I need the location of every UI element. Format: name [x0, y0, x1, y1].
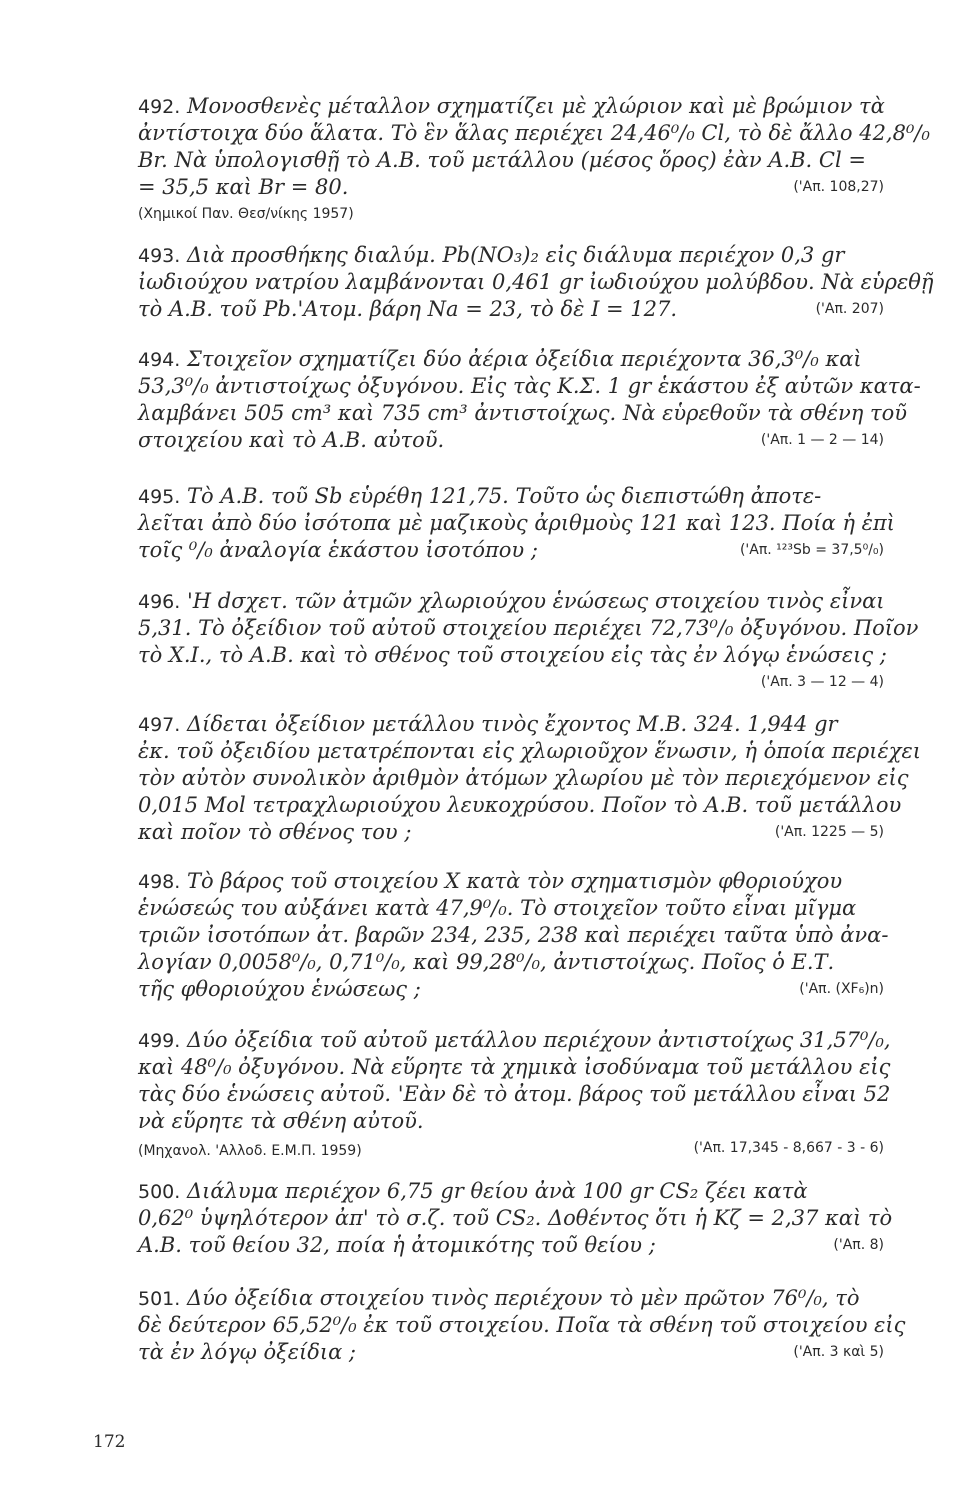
- problem-line: τὰ ἐν λόγῳ ὀξείδια ; ('Απ. 3 καὶ 5): [138, 1340, 884, 1364]
- problem-line: λαμβάνει 505 cm³ καὶ 735 cm³ ἀντιστοίχως. Νὰ εὑρεθοῦν τὰ σθένη τοῦ: [138, 401, 908, 425]
- problem-line: τοῖς ⁰/₀ ἀναλογία ἑκάστου ἰσοτόπου ; ('Απ. ¹²³Sb = 37,5⁰/₀): [138, 538, 884, 562]
- problem-line: καὶ ποῖον τὸ σθένος του ; ('Απ. 1225 — 5): [138, 820, 884, 844]
- problem-number: 500.: [138, 1181, 181, 1203]
- problem-line: 500. Διάλυμα περιέχον 6,75 gr θείου ἀνὰ 100 gr CS₂ ζέει κατὰ: [138, 1179, 808, 1203]
- problem-500: [138, 1178, 893, 1259]
- answer: ('Απ. 3 καὶ 5): [793, 1344, 884, 1360]
- source-citation: (Μηχανολ. 'Αλλοδ. Ε.Μ.Π. 1959): [138, 1143, 362, 1159]
- answer: ('Απ. 1225 — 5): [774, 824, 884, 840]
- problem-line: δὲ δεύτερον 65,52⁰/₀ ἐκ τοῦ στοιχείου. Ποῖα τὰ σθένη τοῦ στοιχείου εἰς: [138, 1313, 906, 1337]
- problem-line: τὸ Α.Β. τοῦ Pb.'Ατομ. βάρη Na = 23, τὸ δὲ I = 127. ('Απ. 207): [138, 297, 884, 321]
- problem-line: [138, 1135, 884, 1162]
- problem-line: 495. Τὸ Α.Β. τοῦ Sb εὑρέθη 121,75. Τοῦτο ὡς διεπιστώθη ἀποτε-: [138, 484, 822, 508]
- answer: ('Απ. 17,345 - 8,667 - 3 - 6): [693, 1140, 884, 1156]
- answer: ('Απ. (XF₆)n): [799, 981, 884, 997]
- problem-492: [138, 93, 930, 228]
- problem-number: 493.: [138, 245, 181, 267]
- answer: ('Απ. 1 — 2 — 14): [760, 432, 884, 448]
- problem-line: 497. Δίδεται ὀξείδιον μετάλλου τινὸς ἔχοντος Μ.Β. 324. 1,944 gr: [138, 712, 838, 736]
- problem-496: [138, 588, 919, 696]
- answer: ('Απ. 8): [833, 1237, 884, 1253]
- problem-line: ἀντίστοιχα δύο ἅλατα. Τὸ ἓν ἅλας περιέχει 24,46⁰/₀ Cl, τὸ δὲ ἄλλο 42,8⁰/₀: [138, 121, 930, 145]
- problem-number: 495.: [138, 486, 181, 508]
- problem-line: 496. 'Η dσχετ. τῶν ἀτμῶν χλωριούχου ἑνώσεως στοιχείου τινὸς εἶναι: [138, 589, 885, 613]
- problem-497: [138, 711, 921, 846]
- problem-line: = 35,5 καὶ Br = 80. ('Απ. 108,27): [138, 175, 884, 199]
- problem-line: 492. Μονοσθενὲς μέταλλον σχηματίζει μὲ χλώριον καὶ μὲ βρώμιον τὰ: [138, 94, 885, 118]
- problem-number: 496.: [138, 591, 181, 613]
- problem-line: νὰ εὕρητε τὰ σθένη αὐτοῦ.: [138, 1109, 424, 1133]
- problem-line: τῆς φθοριούχου ἑνώσεως ; ('Απ. (XF₆)n): [138, 977, 884, 1001]
- problem-line: 0,62⁰ ὑψηλότερον ἀπ' τὸ σ.ζ. τοῦ CS₂. Δοθέντος ὅτι ἡ Κζ = 2,37 καὶ τὸ: [138, 1206, 893, 1230]
- problem-line: ἐκ. τοῦ ὀξειδίου μετατρέπονται εἰς χλωριοῦχον ἕνωσιν, ἡ ὁποία περιέχει: [138, 739, 921, 763]
- problem-line: τὰς δύο ἑνώσεις αὐτοῦ. 'Εὰν δὲ τὸ ἀτομ. βάρος τοῦ μετάλλου εἶναι 52: [138, 1082, 891, 1106]
- answer: ('Απ. 207): [815, 301, 884, 317]
- problem-number: 498.: [138, 871, 181, 893]
- problem-line: Α.Β. τοῦ θείου 32, ποία ἡ ἀτομικότης τοῦ θείου ; ('Απ. 8): [138, 1233, 884, 1257]
- problem-line: 493. Διὰ προσθήκης διαλύμ. Pb(NO₃)₂ εἰς διάλυμα περιέχον 0,3 gr: [138, 243, 845, 267]
- problem-line: στοιχείου καὶ τὸ Α.Β. αὐτοῦ. ('Απ. 1 — 2 — 14): [138, 428, 884, 452]
- answer: ('Απ. 108,27): [793, 179, 884, 195]
- problem-line: 499. Δύο ὀξείδια τοῦ αὐτοῦ μετάλλου περιέχουν ἀντιστοίχως 31,57⁰/₀,: [138, 1028, 891, 1052]
- page-number: 172: [93, 1432, 126, 1452]
- problem-498: [138, 868, 889, 1003]
- problem-line: λογίαν 0,0058⁰/₀, 0,71⁰/₀, καὶ 99,28⁰/₀, ἀντιστοίχως. Ποῖος ὁ Ε.Τ.: [138, 950, 835, 974]
- problem-number: 501.: [138, 1288, 181, 1310]
- problem-line: 5,31. Τὸ ὀξείδιον τοῦ αὐτοῦ στοιχείου περιέχει 72,73⁰/₀ ὀξυγόνου. Ποῖον: [138, 616, 919, 640]
- problem-494: [138, 346, 921, 454]
- problem-line: 501. Δύο ὀξείδια στοιχείου τινὸς περιέχουν τὸ μὲν πρῶτον 76⁰/₀, τὸ: [138, 1286, 860, 1310]
- problem-499: [138, 1027, 891, 1162]
- problem-line: τὸν αὐτὸν συνολικὸν ἀριθμὸν ἀτόμων χλωρίου μὲ τὸν περιεχόμενον εἰς: [138, 766, 909, 790]
- problem-line: 498. Τὸ βάρος τοῦ στοιχείου Χ κατὰ τὸν σχηματισμὸν φθοριούχου: [138, 869, 843, 893]
- problem-number: 499.: [138, 1030, 181, 1052]
- problem-line: λεῖται ἀπὸ δύο ἰσότοπα μὲ μαζικοὺς ἀριθμοὺς 121 καὶ 123. Ποία ἡ ἐπὶ: [138, 511, 895, 535]
- problem-line: [138, 669, 884, 696]
- problem-495: [138, 483, 895, 564]
- problem-line: τὸ Χ.Ι., τὸ Α.Β. καὶ τὸ σθένος τοῦ στοιχείου εἰς τὰς ἐν λόγῳ ἑνώσεις ;: [138, 643, 887, 667]
- problem-line: τριῶν ἰσοτόπων ἀτ. βαρῶν 234, 235, 238 καὶ περιέχει ταῦτα ὑπὸ ἀνα-: [138, 923, 889, 947]
- problem-number: 497.: [138, 714, 181, 736]
- problem-line: 53,3⁰/₀ ἀντιστοίχως ὀξυγόνου. Εἰς τὰς Κ.Σ. 1 gr ἑκάστου ἐξ αὐτῶν κατα-: [138, 374, 921, 398]
- problem-line: ἰωδιούχου νατρίου λαμβάνονται 0,461 gr ἰωδιούχου μολύβδου. Νὰ εὑρεθῇ: [138, 270, 934, 294]
- answer: ('Απ. ¹²³Sb = 37,5⁰/₀): [739, 542, 884, 558]
- problem-line: καὶ 48⁰/₀ ὀξυγόνου. Νὰ εὕρητε τὰ χημικὰ ἰσοδύναμα τοῦ μετάλλου εἰς: [138, 1055, 891, 1079]
- source-citation: (Χημικοί Παν. Θεσ/νίκης 1957): [138, 206, 354, 222]
- problem-line: Br. Νὰ ὑπολογισθῇ τὸ Α.Β. τοῦ μετάλλου (μέσος ὅρος) ἐὰν Α.Β. Cl =: [138, 148, 866, 172]
- problem-501: [138, 1285, 906, 1366]
- problem-line: 0,015 Mol τετραχλωριούχου λευκοχρύσου. Ποῖον τὸ Α.Β. τοῦ μετάλλου: [138, 793, 902, 817]
- problem-line: ἑνώσεώς του αὐξάνει κατὰ 47,9⁰/₀. Τὸ στοιχεῖον τοῦτο εἶναι μῖγμα: [138, 896, 857, 920]
- answer: ('Απ. 3 — 12 — 4): [760, 674, 884, 690]
- problem-number: 492.: [138, 96, 181, 118]
- problem-number: 494.: [138, 349, 181, 371]
- problem-line: 494. Στοιχεῖον σχηματίζει δύο ἀέρια ὀξείδια περιέχοντα 36,3⁰/₀ καὶ: [138, 347, 862, 371]
- problem-493: [138, 242, 934, 323]
